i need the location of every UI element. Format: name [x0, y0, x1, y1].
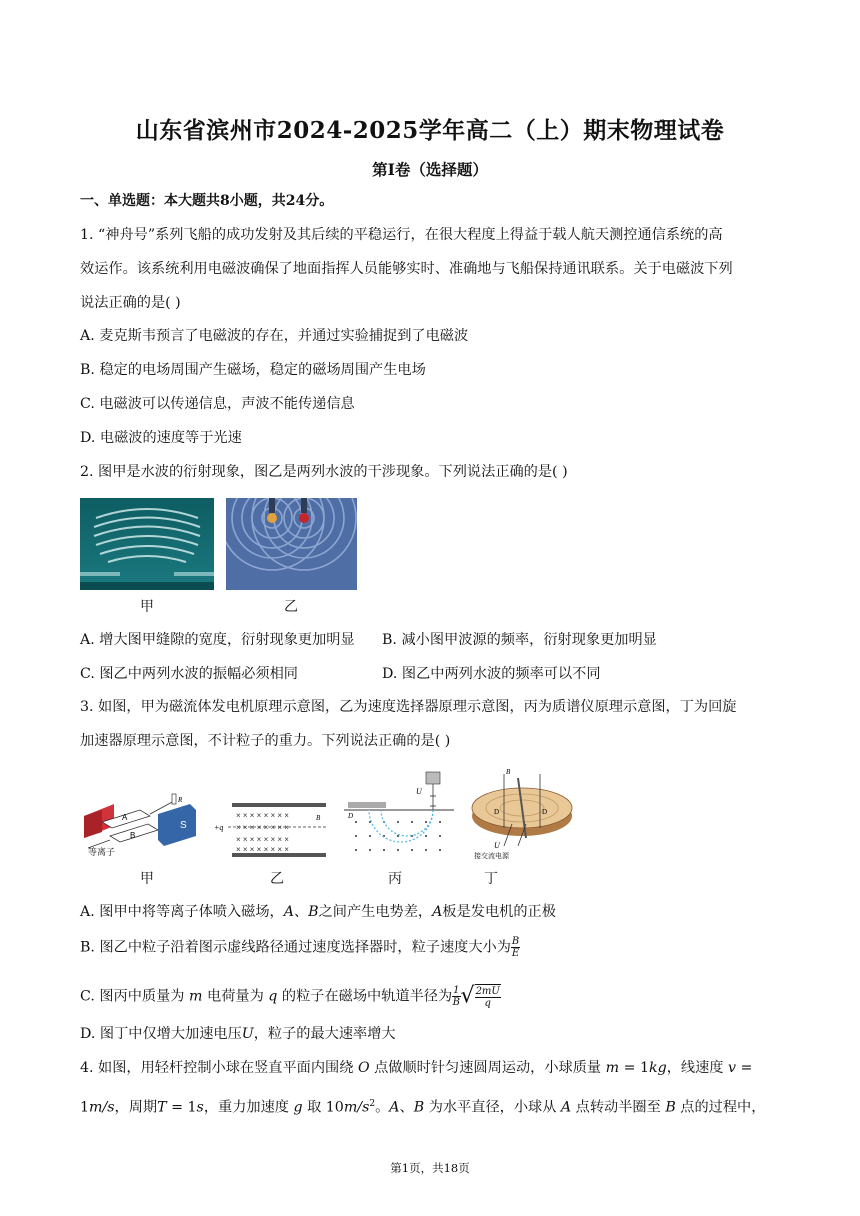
svg-text:× × × × × × × ×: × × × × × × × ×: [236, 845, 289, 854]
q3-option-c: C. 图丙中质量为 m 电荷量为 q 的粒子在磁场中轨道半径为 $\frac{1}{B}$ √ $\frac{2mU}{q}$: [80, 983, 500, 1009]
page-title: 山东省滨州市2024-2025学年高二（上）期末物理试卷: [135, 117, 725, 144]
fraction-b-over-e: $\frac{B}{E}$: [511, 936, 520, 959]
svg-text:R: R: [178, 796, 183, 804]
q3-stem-line1: 3. 如图，甲为磁流体发电机原理示意图，乙为速度选择器原理示意图，丙为质谱仪原理示意图，丁为回旋: [80, 699, 737, 715]
svg-text:D: D: [542, 808, 548, 816]
q1-stem-line2: 效运作。该系统利用电磁波确保了地面指挥人员能够实时、准确地与飞船保持通讯联系。关于电磁波下列: [80, 261, 733, 277]
q3-caption-c: 丙: [388, 871, 402, 887]
q2-caption-b: 乙: [284, 599, 298, 615]
svg-text:× × × × × × × ×: × × × × × × × ×: [236, 835, 289, 844]
q3-option-a: A. 图甲中将等离子体喷入磁场，A、B之间产生电势差，A板是发电机的正极: [80, 904, 556, 920]
q3-caption-d: 丁: [484, 871, 498, 887]
svg-text:U: U: [494, 841, 500, 850]
q1-stem-line1: 1. “神舟号”系列飞船的成功发射及其后续的平稳运行，在很大程度上得益于载人航天测控通信系统的高: [80, 227, 723, 243]
sqrt-2mu-over-q: √ $\frac{2mU}{q}$: [460, 983, 500, 1009]
q3-option-b: B. 图乙中粒子沿着图示虚线路径通过速度选择器时，粒子速度大小为 $\frac{B}{E}$: [80, 936, 520, 959]
q1-option-a: A. 麦克斯韦预言了电磁波的存在，并通过实验捕捉到了电磁波: [80, 328, 469, 344]
svg-text:U: U: [416, 787, 422, 796]
svg-text:D: D: [494, 808, 500, 816]
q2-stem: 2. 图甲是水波的衍射现象，图乙是两列水波的干涉现象。下列说法正确的是( ): [80, 464, 568, 480]
svg-text:+q: +q: [214, 823, 224, 832]
q4-stem-line2: 1m/s，周期T = 1s，重力加速度 g 取 $10m/s^2$。A、B 为水平直径，小球从 A 点转动半圈至 B 点的过程中，: [80, 1099, 766, 1116]
q2-caption-a: 甲: [140, 599, 154, 615]
q2-option-c: C. 图乙中两列水波的振幅必须相同: [80, 666, 298, 682]
q2-option-d: D. 图乙中两列水波的频率可以不同: [382, 666, 601, 682]
mass-spectrometer-diagram: [344, 770, 454, 862]
svg-text:D: D: [348, 812, 354, 820]
cyclotron-diagram: [466, 768, 578, 864]
q1-stem-line3: 说法正确的是( ): [80, 295, 181, 311]
plasma-label: 等离子: [88, 848, 116, 858]
q2-option-b: B. 减小图甲波源的频率，衍射现象更加明显: [382, 632, 657, 648]
q3-option-d: D. 图丁中仅增大加速电压U，粒子的最大速率增大: [80, 1026, 396, 1042]
q3-caption-a: 甲: [140, 871, 154, 887]
svg-text:B: B: [130, 831, 136, 840]
svg-text:B: B: [316, 814, 321, 822]
q3-caption-b: 乙: [270, 871, 284, 887]
q1-option-c: C. 电磁波可以传递信息，声波不能传递信息: [80, 396, 355, 412]
q1-option-b: B. 稳定的电场周围产生磁场，稳定的磁场周围产生电场: [80, 362, 426, 378]
q2-option-a: A. 增大图甲缝隙的宽度，衍射现象更加明显: [80, 632, 355, 648]
svg-text:B: B: [506, 768, 511, 776]
q1-option-d: D. 电磁波的速度等于光速: [80, 430, 242, 446]
velocity-selector-diagram: [214, 800, 330, 860]
ac-source-label: 接交流电源: [474, 852, 509, 860]
q3-stem-line2: 加速器原理示意图，不计粒子的重力。下列说法正确的是( ): [80, 733, 451, 749]
page-footer: 第1页，共18页: [390, 1161, 470, 1175]
section-subtitle: 第I卷（选择题）: [372, 160, 488, 179]
interference-photo: [226, 498, 357, 590]
section-heading: 一、单选题：本大题共8小题，共24分。: [80, 193, 334, 209]
svg-text:S: S: [180, 820, 187, 831]
svg-text:A: A: [122, 813, 128, 822]
q4-stem-line1: 4. 如图，用轻杆控制小球在竖直平面内围绕 O 点做顺时针匀速圆周运动，小球质量 m = 1kg，线速度 v =: [80, 1060, 753, 1076]
svg-text:× × × × × × × ×: × × × × × × × ×: [236, 823, 289, 832]
fraction-1-over-b: $\frac{1}{B}$: [452, 985, 461, 1008]
diffraction-photo: [80, 498, 214, 590]
svg-text:× × × × × × × ×: × × × × × × × ×: [236, 811, 289, 820]
